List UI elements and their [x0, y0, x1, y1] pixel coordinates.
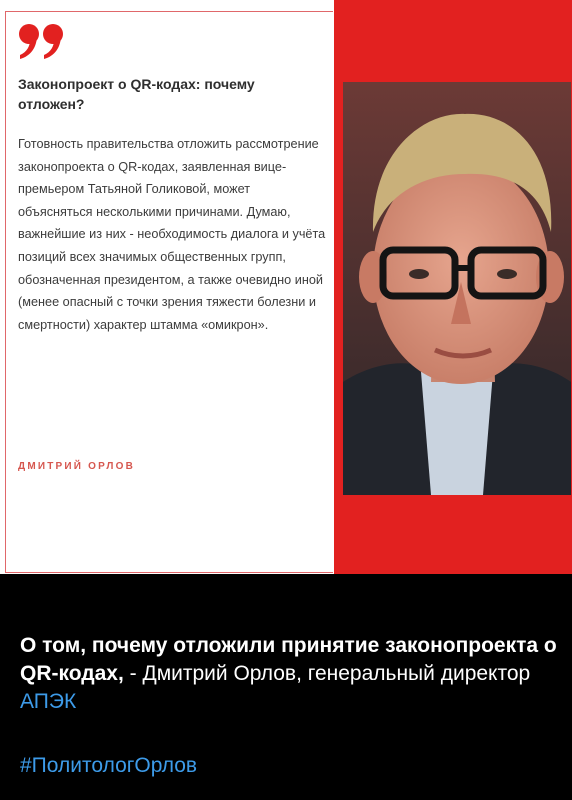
portrait-photo	[343, 82, 571, 495]
post-caption	[20, 632, 560, 716]
quote-body: Готовность правительства отложить рассмотрение законопроекта о QR-кодах, заявленная вице-премьером Татьяной Голиковой, может объясняться несколькими причинами. Думаю, важнейшие из них - необходимость диалога и учёта позиций всех значимых общественных групп, обозначенная президентом, а также очевидно иной (менее опасный с точки зрения тяжести болезни и смертности) характер штамма «омикрон».	[18, 137, 326, 332]
hashtag-link[interactable]: #ПолитологОрлов	[20, 754, 198, 777]
caption-text: - Дмитрий Орлов, генеральный директор	[123, 662, 531, 685]
apek-link[interactable]: АПЭК	[20, 690, 77, 713]
quote-title: Законопроект о QR-кодах: почему отложен?	[18, 76, 255, 112]
caption-bold-text: О том, почему отложили принятие законопроекта о QR-кодах,	[20, 634, 557, 685]
quote-author: ДМИТРИЙ ОРЛОВ	[18, 461, 136, 472]
double-quote-icon	[16, 18, 68, 62]
